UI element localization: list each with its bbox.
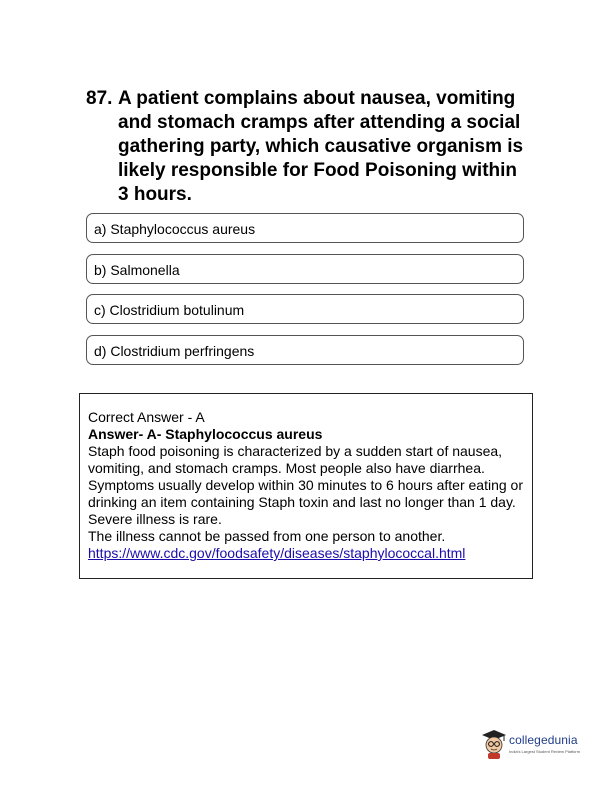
correct-answer: Correct Answer - A <box>88 409 205 425</box>
answer-box <box>79 393 533 579</box>
question <box>86 87 526 207</box>
reference-link[interactable]: https://www.cdc.gov/foodsafety/diseases/staphylococcal.html <box>88 545 466 561</box>
brand-name: collegedunia <box>509 733 578 747</box>
option-a[interactable]: a) Staphylococcus aureus <box>86 213 524 243</box>
answer-note: The illness cannot be passed from one person to another. <box>88 528 446 544</box>
question-text: A patient complains about nausea, vomiting and stomach cramps after attending a social gathering party, which causative organism is likely responsible for Food Poisoning within 3 hours. <box>118 88 524 205</box>
brand-tagline: India's Largest Student Review Platform <box>509 749 581 754</box>
mascot-icon <box>481 728 507 760</box>
answer-explanation: Staph food poisoning is characterized by a sudden start of nausea, vomiting, and stomach cramps. Most people also have diarrhea. Symptoms usually develop within 30 minutes to 6 hours after eating or drinking an item containing Staph toxin and last no longer than 1 day. Severe illness is rare. <box>88 443 524 527</box>
answer-heading: Answer- A- Staphylococcus aureus <box>88 426 323 442</box>
collegedunia-logo <box>481 728 586 762</box>
option-c[interactable]: c) Clostridium botulinum <box>86 294 524 324</box>
question-number: 87. <box>86 88 113 109</box>
option-d[interactable]: d) Clostridium perfringens <box>86 335 524 365</box>
option-b[interactable]: b) Salmonella <box>86 254 524 284</box>
